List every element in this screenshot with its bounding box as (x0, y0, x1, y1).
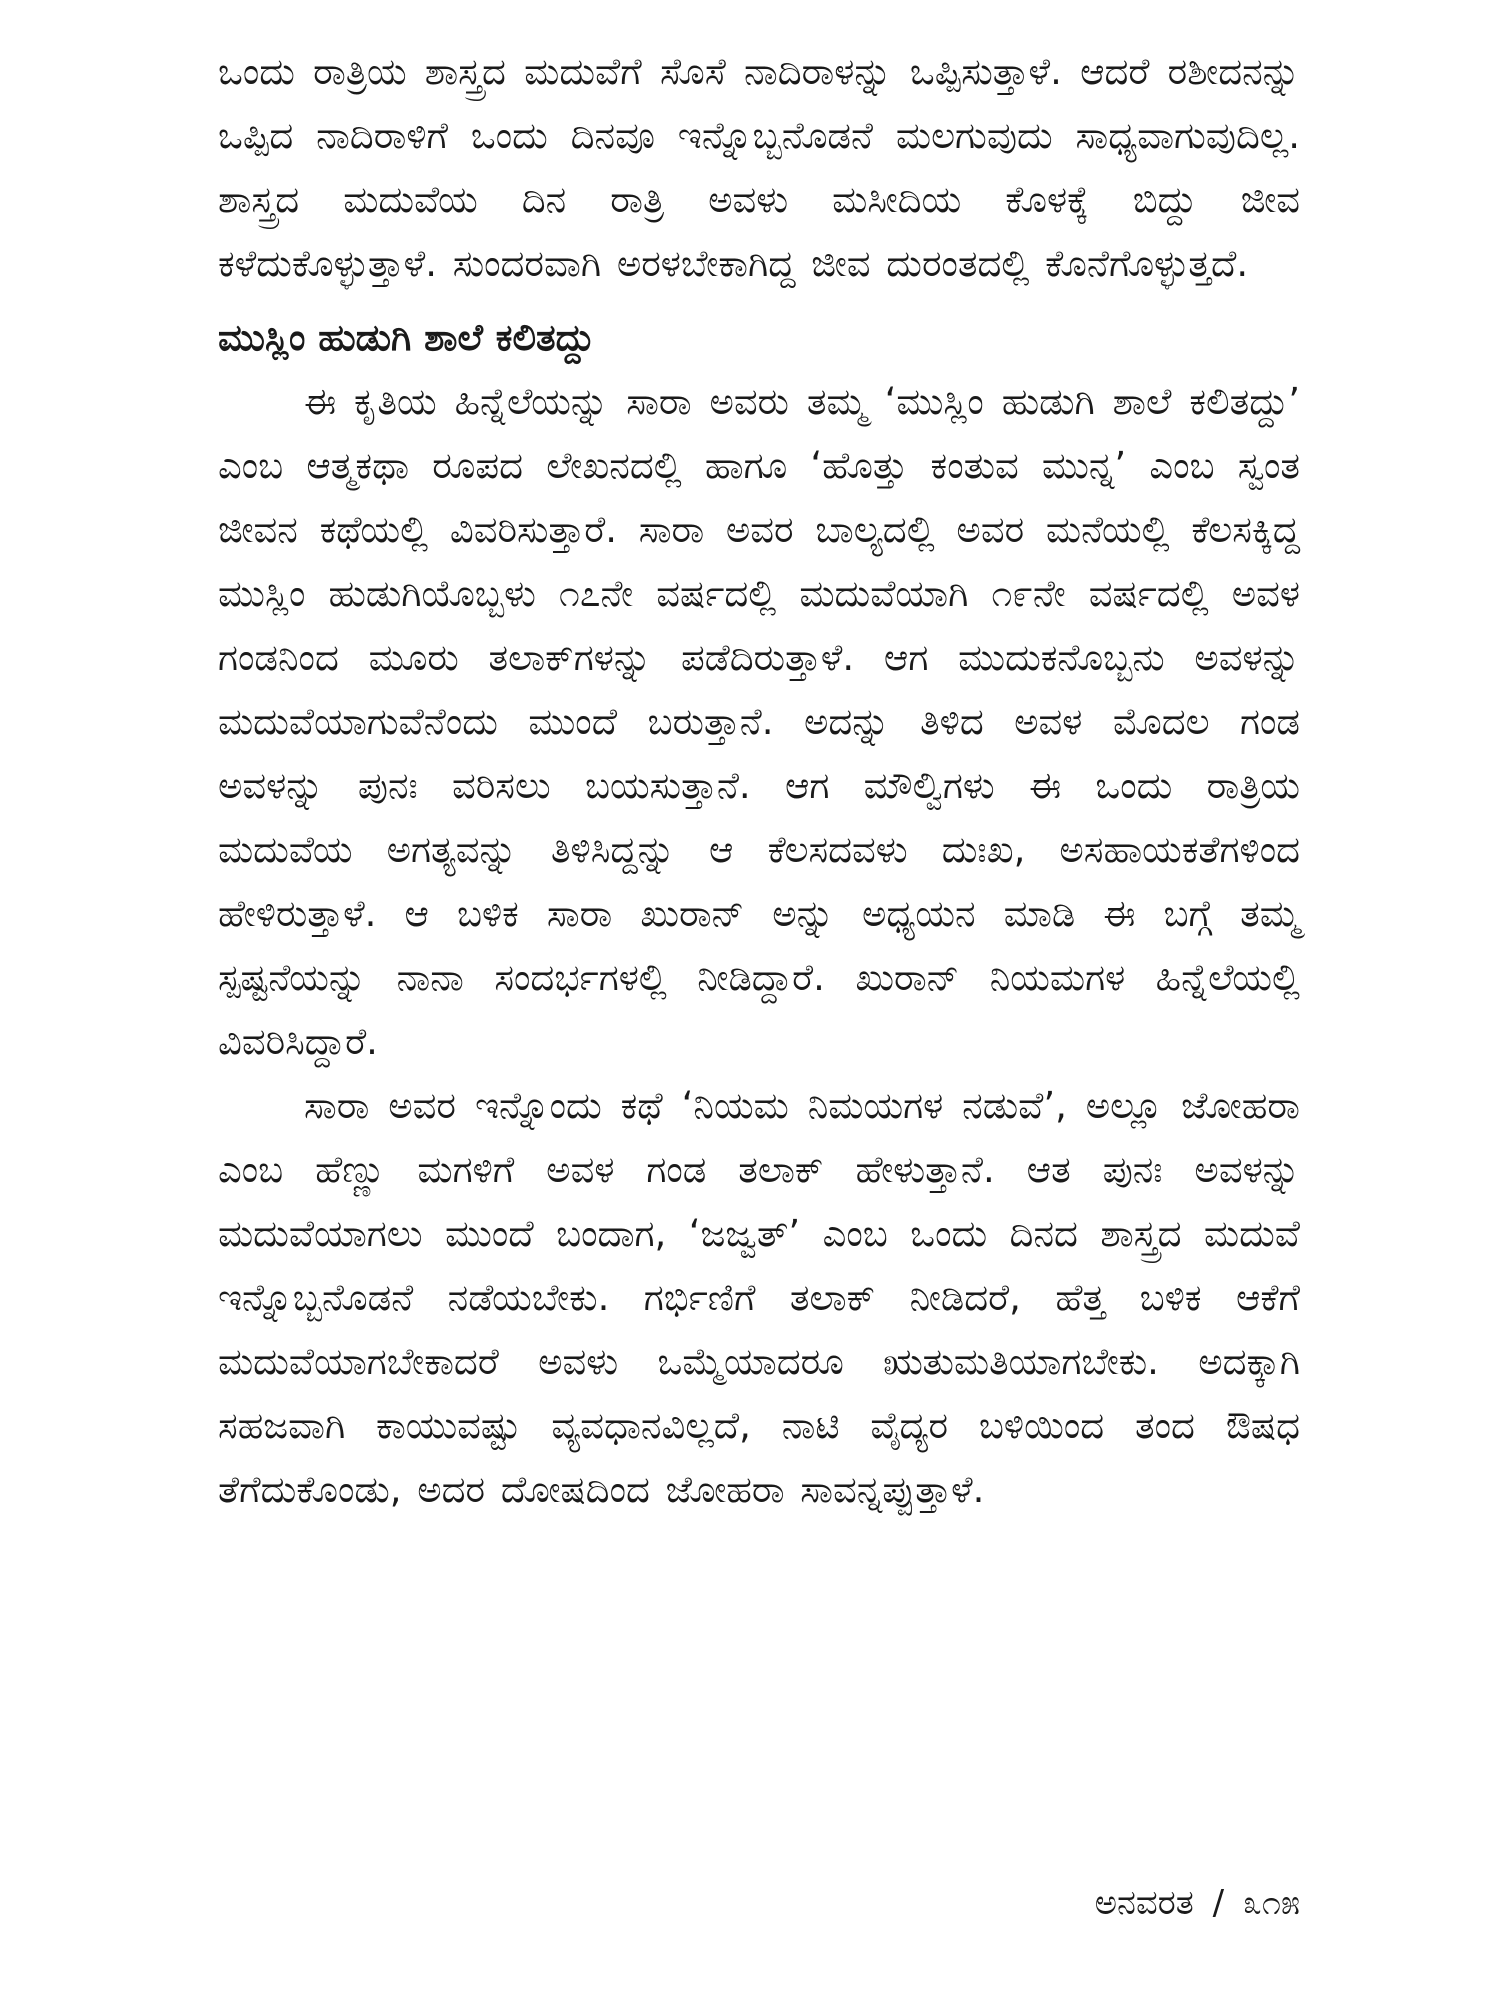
footer-page-number: ೩೧೫ (1242, 1883, 1300, 1923)
body-paragraph-1: ಒಂದು ರಾತ್ರಿಯ ಶಾಸ್ತ್ರದ ಮದುವೆಗೆ ಸೊಸೆ ನಾದಿರಾಳನ್ನು ಒಪ್ಪಿಸುತ್ತಾಳೆ. ಆದರೆ ರಶೀದನನ್ನು ಒಪ್ಪಿದ ನಾದಿರಾಳಿಗೆ ಒಂದು ದಿನವೂ ಇನ್ನೊಬ್ಬನೊಡನೆ ಮಲಗುವುದು ಸಾಧ್ಯವಾಗುವುದಿಲ್ಲ. ಶಾಸ್ತ್ರದ ಮದುವೆಯ ದಿನ ರಾತ್ರಿ ಅವಳು ಮಸೀದಿಯ ಕೊಳಕ್ಕೆ ಬಿದ್ದು ಜೀವ ಕಳೆದುಕೊಳ್ಳುತ್ತಾಳೆ. ಸುಂದರವಾಗಿ ಅರಳಬೇಕಾಗಿದ್ದ ಜೀವ ದುರಂತದಲ್ಲಿ ಕೊನೆಗೊಳ್ಳುತ್ತದೆ. (218, 50, 1300, 285)
footer-book-title: ಅನವರತ (1094, 1883, 1194, 1923)
body-paragraph-2: ಈ ಕೃತಿಯ ಹಿನ್ನೆಲೆಯನ್ನು ಸಾರಾ ಅವರು ತಮ್ಮ ‘ಮುಸ್ಲಿಂ ಹುಡುಗಿ ಶಾಲೆ ಕಲಿತದ್ದು’ ಎಂಬ ಆತ್ಮಕಥಾ ರೂಪದ ಲೇಖನದಲ್ಲಿ ಹಾಗೂ ‘ಹೊತ್ತು ಕಂತುವ ಮುನ್ನ’ ಎಂಬ ಸ್ವಂತ ಜೀವನ ಕಥೆಯಲ್ಲಿ ವಿವರಿಸುತ್ತಾರೆ. ಸಾರಾ ಅವರ ಬಾಲ್ಯದಲ್ಲಿ ಅವರ ಮನೆಯಲ್ಲಿ ಕೆಲಸಕ್ಕಿದ್ದ ಮುಸ್ಲಿಂ ಹುಡುಗಿಯೊಬ್ಬಳು ೧೭ನೇ ವರ್ಷದಲ್ಲಿ ಮದುವೆಯಾಗಿ ೧೯ನೇ ವರ್ಷದಲ್ಲಿ ಅವಳ ಗಂಡನಿಂದ ಮೂರು ತಲಾಕ್‌ಗಳನ್ನು ಪಡೆದಿರುತ್ತಾಳೆ. ಆಗ ಮುದುಕನೊಬ್ಬನು ಅವಳನ್ನು ಮದುವೆಯಾಗುವೆನೆಂದು ಮುಂದೆ ಬರುತ್ತಾನೆ. ಅದನ್ನು ತಿಳಿದ ಅವಳ ಮೊದಲ ಗಂಡ ಅವಳನ್ನು ಪುನಃ ವರಿಸಲು ಬಯಸುತ್ತಾನೆ. ಆಗ ಮೌಲ್ವಿಗಳು ಈ ಒಂದು ರಾತ್ರಿಯ ಮದುವೆಯ ಅಗತ್ಯವನ್ನು ತಿಳಿಸಿದ್ದನ್ನು ಆ ಕೆಲಸದವಳು ದುಃಖ, ಅಸಹಾಯಕತೆಗಳಿಂದ ಹೇಳಿರುತ್ತಾಳೆ. ಆ ಬಳಿಕ ಸಾರಾ ಖುರಾನ್ ಅನ್ನು ಅಧ್ಯಯನ ಮಾಡಿ ಈ ಬಗ್ಗೆ ತಮ್ಮ ಸ್ಪಷ್ಟನೆಯನ್ನು ನಾನಾ ಸಂದರ್ಭಗಳಲ್ಲಿ ನೀಡಿದ್ದಾರೆ. ಖುರಾನ್ ನಿಯಮಗಳ ಹಿನ್ನೆಲೆಯಲ್ಲಿ ವಿವರಿಸಿದ್ದಾರೆ. (218, 380, 1300, 1063)
footer-separator: / (1212, 1883, 1225, 1923)
page-content (218, 40, 1300, 1522)
section-heading: ಮುಸ್ಲಿಂ ಹುಡುಗಿ ಶಾಲೆ ಕಲಿತದ್ದು (218, 316, 595, 359)
body-paragraph-3: ಸಾರಾ ಅವರ ಇನ್ನೊಂದು ಕಥೆ ‘ನಿಯಮ ನಿಮಯಗಳ ನಡುವೆ’, ಅಲ್ಲೂ ಜೋಹರಾ ಎಂಬ ಹೆಣ್ಣು ಮಗಳಿಗೆ ಅವಳ ಗಂಡ ತಲಾಕ್ ಹೇಳುತ್ತಾನೆ. ಆತ ಪುನಃ ಅವಳನ್ನು ಮದುವೆಯಾಗಲು ಮುಂದೆ ಬಂದಾಗ, ‘ಜಜ್ವತ್’ ಎಂಬ ಒಂದು ದಿನದ ಶಾಸ್ತ್ರದ ಮದುವೆ ಇನ್ನೊಬ್ಬನೊಡನೆ ನಡೆಯಬೇಕು. ಗರ್ಭಿಣಿಗೆ ತಲಾಕ್ ನೀಡಿದರೆ, ಹೆತ್ತ ಬಳಿಕ ಆಕೆಗೆ ಮದುವೆಯಾಗಬೇಕಾದರೆ ಅವಳು ಒಮ್ಮೆಯಾದರೂ ಋತುಮತಿಯಾಗಬೇಕು. ಅದಕ್ಕಾಗಿ ಸಹಜವಾಗಿ ಕಾಯುವಷ್ಟು ವ್ಯವಧಾನವಿಲ್ಲದೆ, ನಾಟಿ ವೈದ್ಯರ ಬಳಿಯಿಂದ ತಂದ ಔಷಧ ತೆಗೆದುಕೊಂಡು, ಅದರ ದೋಷದಿಂದ ಜೋಹರಾ ಸಾವನ್ನಪ್ಪುತ್ತಾಳೆ. (218, 1084, 1300, 1511)
page-footer (1095, 1883, 1300, 1923)
